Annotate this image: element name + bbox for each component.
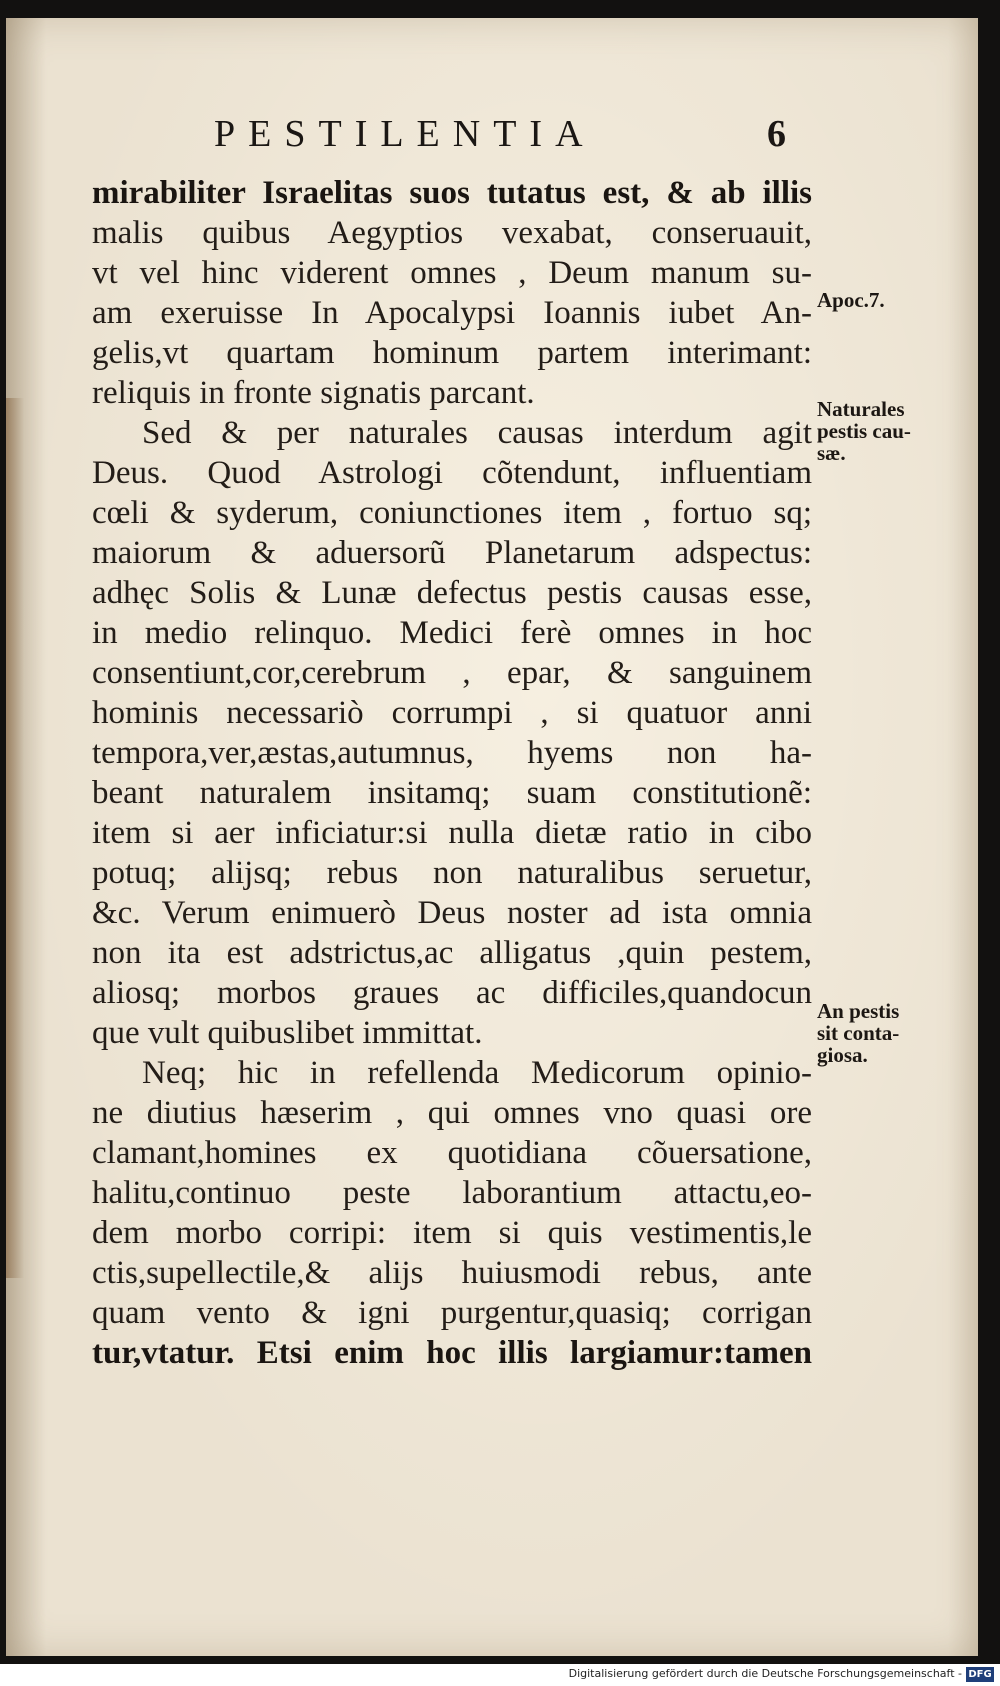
text-line: tempora,ver,æstas,autumnus, hyems non ha-	[92, 735, 812, 771]
text-line: Neq; hic in refellenda Medicorum opinio-	[142, 1055, 812, 1091]
text-line: Sed & per naturales causas interdum agit	[142, 415, 812, 451]
text-line: cœli & syderum, coniunctiones item , fortuo sq;	[92, 495, 812, 531]
text-line: adhęc Solis & Lunæ defectus pestis causas esse,	[92, 575, 812, 611]
text-line: aliosq; morbos graues ac difficiles,quandocun	[92, 975, 812, 1011]
text-line: &c. Verum enimuerò Deus noster ad ista omnia	[92, 895, 812, 931]
marginal-note-line: Apoc.7.	[817, 288, 885, 312]
text-line: dem morbo corripi: item si quis vestimentis,le	[92, 1215, 812, 1251]
marginal-note-contagion	[817, 1000, 947, 1066]
text-line: quam vento & igni purgentur,quasiq; corrigan	[92, 1295, 812, 1331]
text-line: reliquis in fronte signatis parcant.	[92, 375, 535, 411]
page-number: 6	[767, 113, 786, 155]
marginal-note-line: sit conta-	[817, 1021, 900, 1045]
body-text	[92, 173, 812, 1373]
marginal-note-line: pestis cau-	[817, 419, 911, 443]
text-line: consentiunt,cor,cerebrum , epar, & sanguinem	[92, 655, 812, 691]
text-line: ctis,supellectile,& alijs huiusmodi rebus, ante	[92, 1255, 812, 1291]
marginal-note-line: An pestis	[817, 999, 900, 1023]
text-line: item si aer inficiatur:si nulla dietæ ratio in cibo	[92, 815, 812, 851]
dfg-logo: DFG	[966, 1667, 994, 1682]
text-line: gelis,vt quartam hominum partem interimant:	[92, 335, 812, 371]
text-line: hominis necessariò corrumpi , si quatuor anni	[92, 695, 812, 731]
text-line: maiorum & aduersorũ Planetarum adspectus:	[92, 535, 812, 571]
text-line: tur,vtatur. Etsi enim hoc illis largiamur:tamen	[92, 1335, 812, 1371]
text-line: halitu,continuo peste laborantium attactu,eo-	[92, 1175, 812, 1211]
page-header	[214, 112, 814, 162]
text-line: vt vel hinc viderent omnes , Deum manum su-	[92, 255, 812, 291]
running-title: PESTILENTIA	[214, 113, 596, 155]
text-line: in medio relinquo. Medici ferè omnes in hoc	[92, 615, 812, 651]
page-stain	[6, 398, 24, 1278]
marginal-note-line: Naturales	[817, 397, 905, 421]
text-line: non ita est adstrictus,ac alligatus ,quin pestem,	[92, 935, 812, 971]
text-line: potuq; alijsq; rebus non naturalibus seruetur,	[92, 855, 812, 891]
text-line: Deus. Quod Astrologi cõtendunt, influentiam	[92, 455, 812, 491]
text-line: ne diutius hæserim , qui omnes vno quasi ore	[92, 1095, 812, 1131]
text-line: beant naturalem insitamq; suam constitutionẽ:	[92, 775, 812, 811]
text-line: malis quibus Aegyptios vexabat, conseruauit,	[92, 215, 812, 251]
text-line: que vult quibuslibet immittat.	[92, 1015, 483, 1051]
text-line: clamant,homines ex quotidiana cõuersatione,	[92, 1135, 812, 1171]
marginal-note-line: giosa.	[817, 1043, 868, 1067]
marginal-note-line: sæ.	[817, 441, 846, 465]
text-line: mirabiliter Israelitas suos tutatus est, & ab illis	[92, 175, 812, 211]
digitization-credit: Digitalisierung gefördert durch die Deutsche Forschungsgemeinschaft -	[568, 1667, 962, 1680]
marginal-note-natural-causes	[817, 398, 947, 464]
marginal-note-apocalypse	[817, 289, 947, 311]
text-line: am exeruisse In Apocalypsi Ioannis iubet An-	[92, 295, 812, 331]
